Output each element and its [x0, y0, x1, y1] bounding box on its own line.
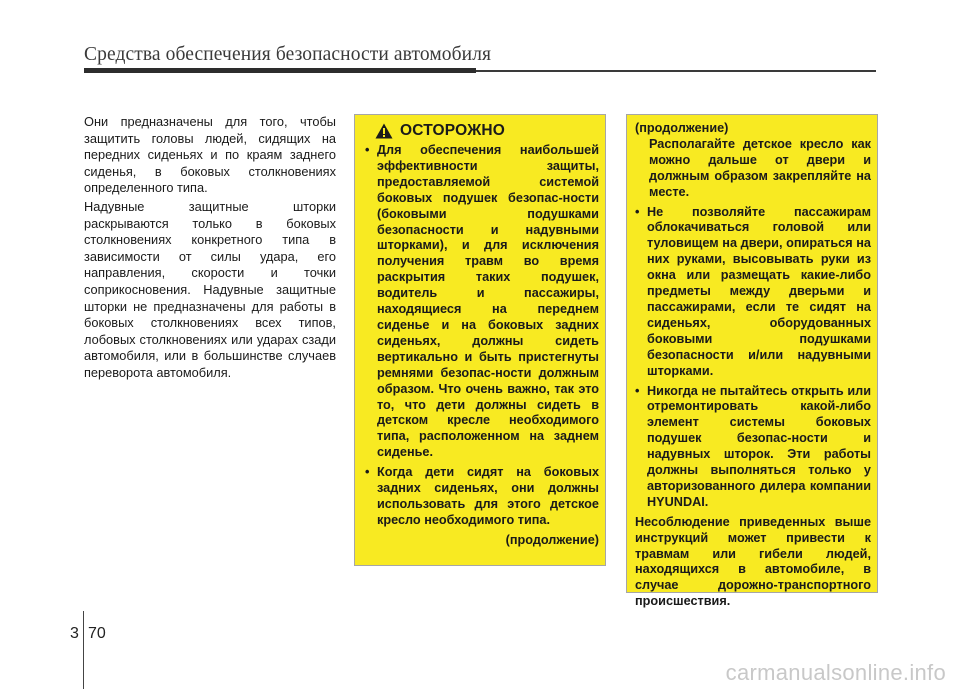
footer-separator	[83, 611, 84, 689]
left-text-column	[84, 114, 336, 384]
warning-box	[354, 114, 606, 566]
page-header-title: Средства обеспечения безопасности автомобиля	[84, 44, 492, 65]
continued-intro: Располагайте детское кресло как можно дальше от двери и должным образом закрепляйте на месте.	[649, 136, 871, 199]
warning-heading-text: ОСТОРОЖНО	[400, 122, 506, 140]
continued-bullet-1: • Не позволяйте пассажирам облокачиваться головой или туловищем на двери, опираться на них руками, высовывать руки из окна или размещать какие-либо предметы между дверьми и пассажирами, если те сидят на сиденьях, оборудованных боковыми подушками безопасности и/или надувными шторками.	[635, 205, 871, 380]
warning-bullet-2: • Когда дети сидят на боковых задних сиденьях, они должны использовать для этого детское кресло необходимого типа.	[365, 465, 599, 529]
header-rule-thin	[476, 70, 876, 72]
watermark-text: carmanualsonline.info	[725, 660, 946, 685]
continued-bullet-2: • Никогда не пытайтесь открыть или отремонтировать какой-либо элемент системы боковых подушек безопас-ности и надувных шторок. Эти работы должны выполняться только у авторизованного дилера компании HYUNDAI.	[635, 384, 871, 511]
continued-closing: Несоблюдение приведенных выше инструкций может привести к травмам или гибели людей, находящихся в автомобиле, в случае дорожно-транспортного происшествия.	[635, 514, 871, 609]
warning-bullet-1: • Для обеспечения наибольшей эффективности защиты, предоставляемой системой боковых подушек безопас-ности (боковыми подушками безопасности и надувными шторками), и для исключения получения травм во время раскрытия таких подушек, водитель и пассажиры, находящиеся на переднем сиденье и на боковых задних сиденьях, должны сидеть вертикально и быть пристегнуты ремнями безопас-ности должным образом. Что очень важно, так это то, что дети должны сидеть в детском кресле необходимого типа, расположенном на заднем сиденье.	[365, 143, 599, 461]
left-paragraph-2: Надувные защитные шторки раскрываются только в боковых столкновениях конкретного типа в зависимости от силы удара, его направления, скорости и точки соприкосновения. Надувные защитные шторки не предназначены для работы в боковых столкновениях всех типов, лобовых столкновениях или ударах сзади автомобиля, или в большинстве случаев переворота автомобиля.	[84, 198, 336, 380]
left-paragraph-1: Они предназначены для того, чтобы защитить головы людей, сидящих на передних сиденьях и по краям заднего сиденья, в боковых столкновениях определенного типа.	[84, 114, 336, 196]
warning-continued-label: (продолжение)	[505, 532, 599, 547]
warning-heading	[375, 123, 599, 139]
header-rule-thick	[84, 68, 476, 73]
continued-warning-box	[626, 114, 878, 609]
warning-triangle-icon	[375, 123, 393, 139]
chapter-number: 3	[70, 625, 79, 642]
page-number: 70	[88, 625, 106, 642]
continued-label: (продолжение)	[635, 121, 729, 135]
